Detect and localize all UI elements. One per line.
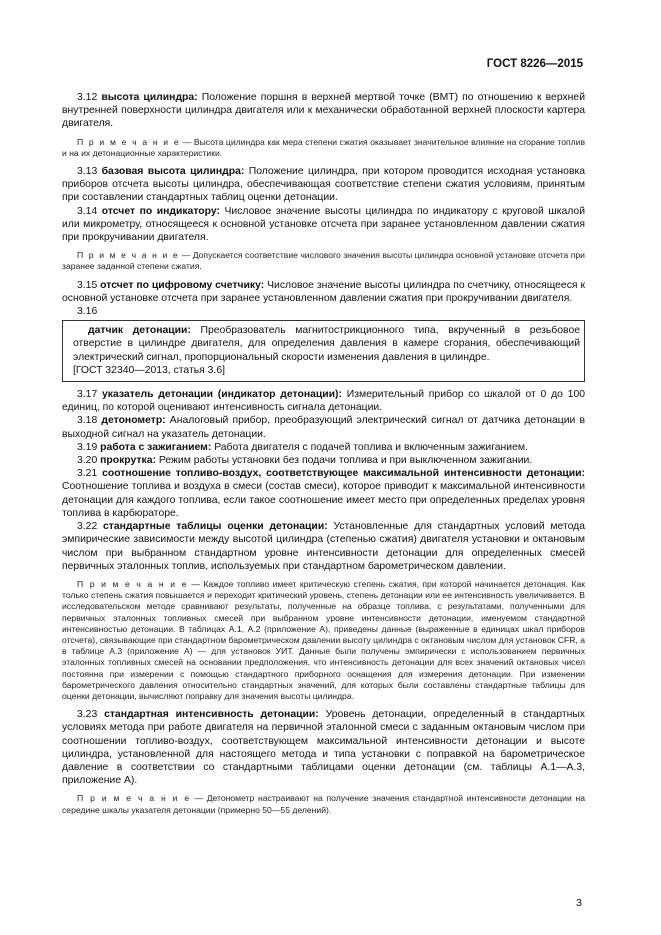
clause-3-22 [62, 520, 585, 573]
clause-number: 3.23 [77, 709, 98, 721]
clause-text: Преобразователь магнитострикционного типа, вкрученный в резьбовое отверстие в цилиндре двигателя, для определения давления в камере сгорания, обеспечивающий электрический сигнал, пропорциональный скорости изменения давления в цилиндре. [73, 325, 580, 363]
clause-text: Положение цилиндра, при котором проводится исходная установка приборов отсчета высоты цилиндра, обеспечивающая соответствие степени сжатия условиям, принятым при составлении стандартных таблиц оценки детонации. [62, 166, 586, 204]
note-text: — Каждое топливо имеет критическую степень сжатия, при которой начинается детонация. Как только степень сжатия повышается и переходит критический уровень, степень детонации или ее интенсивность увеличивается. В исследовательском методе сравнивают результаты, полученные на образце топлива, с результатами, полученными для первичных эталонных топливных смесей при выбранном уровне интенсивности детонации, именуемом стандартной интенсивностью детонации. В таблицах А.1, А.2 (приложение А), приведены данные (выраженные в единицах шкал приборов отсчета), связывающие при стандартном барометрическом давлении высоту цилиндра с октановым числом для установок CFR, а в таблице А.3 (приложение А) — для установок УИТ. Данные были получены эмпирически с использованием первичных эталонных топливных смесей на основании предположения, что интенсивность детонации для всех значений октановых чисел постоянна при измерении с помощью стандартного приборного оснащения для измерения детонации. При изменении барометрического давления относительно стандартных значений, для которых были составлены стандартные таблицы для оценки детонации, вычисляют поправку для значения высоты цилиндра. [62, 578, 585, 701]
page-content [62, 91, 585, 822]
note-label: П р и м е ч а н и е [77, 578, 188, 589]
clause-term: соотношение топливо-воздух, соответствующее максимальной интенсивности детонации: [102, 468, 586, 480]
clause-term: высота цилиндра: [101, 92, 198, 103]
clause-3-16 [73, 324, 580, 364]
clause-text: Числовое значение высоты цилиндра по счетчику, относящееся к основной установке отсчета при заранее установленном давлении сжатия при прокручивании двигателя. [62, 279, 585, 304]
clause-term: датчик детонации: [88, 325, 191, 337]
clause-number: 3.14 [77, 205, 98, 217]
clause-text: Уровень детонации, определенный в стандартных условиях метода при работе двигателя на первичной эталонной смеси с заданным октановым числом при соотношении топливо-воздух, соответствующем максимальной интенсивности детонации и высоте цилиндра, установленной для настоящего метода и типа установки с поправкой на барометрическое давление в соответствии со стандартными таблицами оценки детонации (см. таблицы А.1—А.3, приложение А). [62, 709, 585, 787]
clause-term: отсчет по индикатору: [101, 205, 220, 217]
clause-text: Числовое значение высоты цилиндра по индикатору с круговой шкалой или микрометру, относящееся к основной установке отсчета при заранее установленном давлении сжатия при прокручивании двигателя. [62, 205, 586, 244]
clause-text: Работа двигателя с подачей топлива и включенным зажиганием. [214, 441, 528, 453]
page-number: 3 [576, 897, 582, 909]
clause-term: работа с зажиганием: [100, 441, 212, 453]
clause-number: 3.19 [77, 441, 98, 453]
clause-term: базовая высота цилиндра: [101, 166, 245, 178]
note-2 [62, 250, 585, 272]
clause-number-3-16: 3.16 [77, 306, 98, 318]
source-reference: [ГОСТ 32340—2013, статья 3.6] [73, 364, 225, 376]
clause-term: прокрутка: [100, 455, 156, 467]
clause-text: Соотношение топлива и воздуха в смеси (состав смеси), которое приводит к максимальной интенсивности детонации для каждого топлива, если такое соотношение имеет место при определенных пределах уровня топлива в карбюраторе. [62, 481, 585, 519]
clause-3-13 [62, 165, 585, 205]
clause-term: стандартные таблицы оценки детонации: [103, 521, 328, 533]
clause-number: 3.12 [77, 92, 98, 103]
clause-number: 3.15 [77, 279, 98, 291]
clause-term: указатель детонации (индикатор детонации): [102, 389, 342, 401]
clause-term: детонометр: [101, 415, 166, 427]
note-label: П р и м е ч а н и е [77, 250, 180, 261]
clause-3-12 [62, 91, 585, 131]
clause-3-18 [62, 414, 585, 440]
note-label: П р и м е ч а н и е [77, 793, 191, 804]
clause-3-15 [62, 279, 585, 305]
note-text: — Детонометр настраивают на получение значения стандартной интенсивности детонации на середине шкалы указателя детонации (примерно 50—55 делений). [62, 793, 585, 815]
clause-3-23 [62, 708, 585, 787]
clause-number: 3.17 [77, 389, 98, 401]
clause-3-14 [62, 205, 585, 245]
clause-number: 3.13 [77, 166, 98, 178]
clause-number: 3.21 [77, 468, 98, 480]
note-4 [62, 793, 585, 815]
note-text: — Допускается соответствие числового значения высоты цилиндра основной установке отсчета при заранее заданной степени сжатия. [62, 250, 585, 272]
clause-text: Положение поршня в верхней мертвой точке (ВМТ) по отношению к верхней внутренней поверхности цилиндра двигателя или к механически обработанной верхней плоскости картера двигателя. [62, 92, 585, 130]
clause-text: Измерительный прибор со шкалой от 0 до 100 единиц, по которой оценивают интенсивность сигнала детонации. [62, 389, 586, 414]
note-text: — Высота цилиндра как мера степени сжатия оказывает значительное влияние на сгорание топлив и на их детонационные характеристики. [62, 136, 586, 158]
clause-number: 3.22 [77, 521, 98, 533]
quoted-definition-box [62, 320, 585, 382]
clause-text: Аналоговый прибор, преобразующий электрический сигнал от датчика детонации в выходной сигнал на указатель детонации. [62, 415, 586, 440]
document-header: ГОСТ 8226—2015 [486, 58, 583, 70]
clause-text: Установленные для стандартных условий метода эмпирические зависимости между высотой цилиндра (степенью сжатия) двигателя установки и октановым числом при выбранном стандартном уровне интенсивности детонации для определенных смесей первичных эталонных топлив, используемых при стандартном барометрическом давлении. [62, 521, 585, 572]
clause-number: 3.18 [77, 415, 98, 427]
clause-3-20 [62, 454, 585, 467]
note-3 [62, 579, 585, 702]
clause-term: отсчет по цифровому счетчику: [100, 279, 265, 291]
clause-3-17 [62, 388, 585, 414]
clause-3-21 [62, 467, 585, 520]
clause-text: Режим работы установки без подачи топлива и при выключенном зажигании. [158, 455, 533, 467]
clause-3-19 [62, 441, 585, 454]
clause-term: стандартная интенсивность детонации: [104, 709, 319, 721]
clause-number: 3.20 [77, 455, 98, 467]
note-1 [62, 137, 585, 159]
note-label: П р и м е ч а н и е [77, 136, 181, 147]
